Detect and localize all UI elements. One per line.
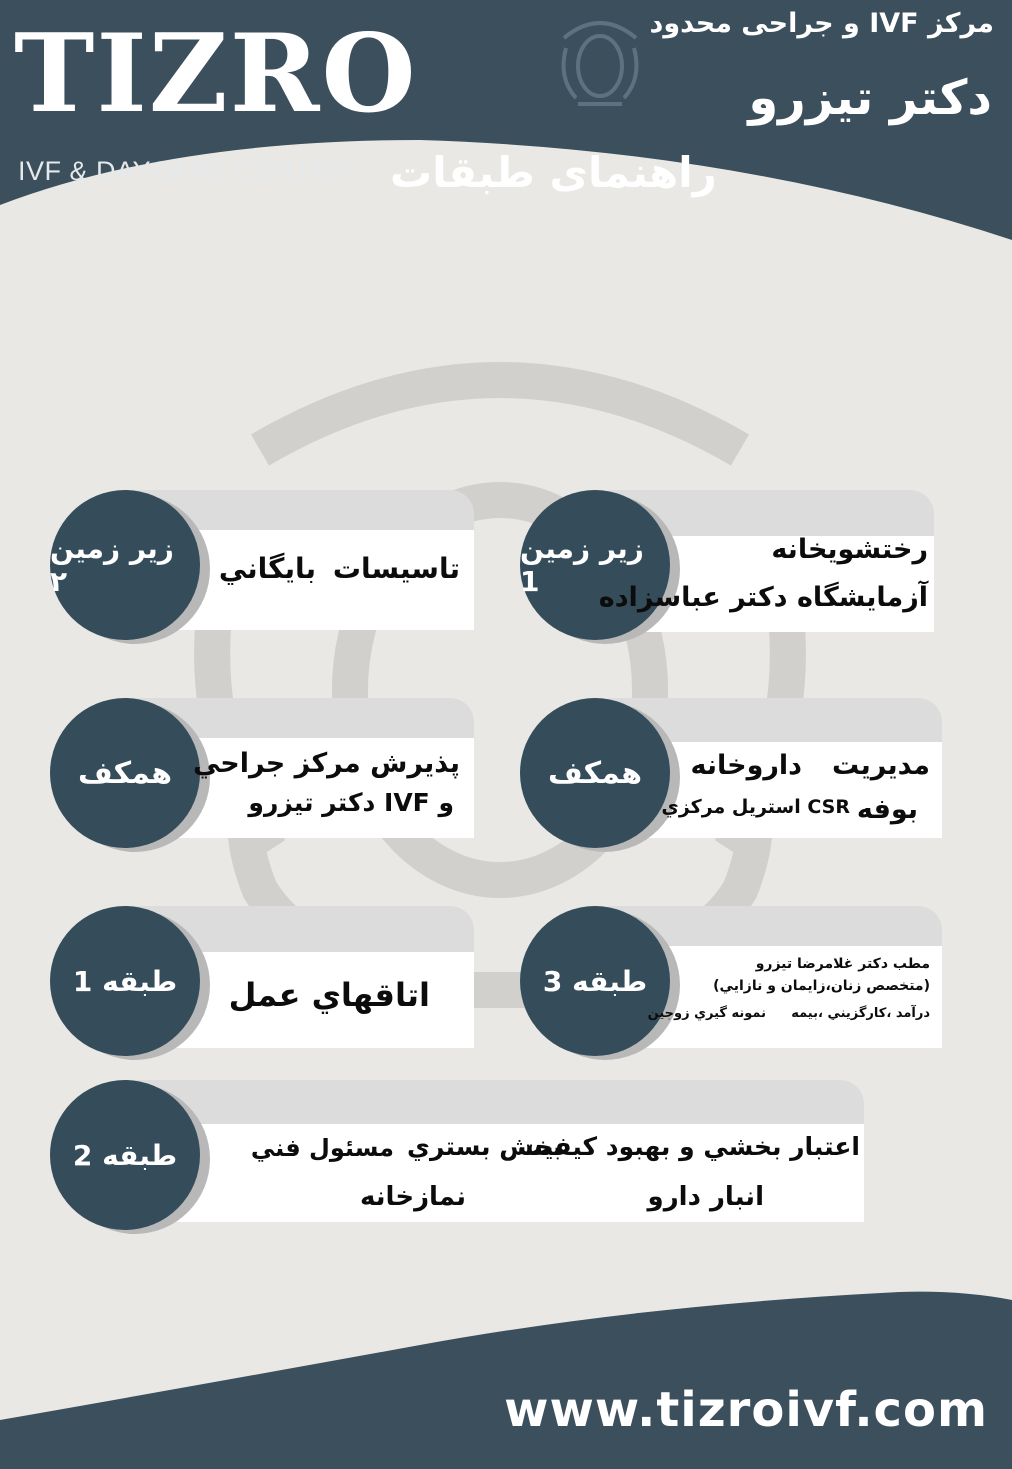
- floor-card-basement1: [520, 490, 934, 640]
- floor-card-ground-right: [520, 698, 942, 848]
- header-title: دکتر تیزرو: [748, 70, 992, 126]
- floor-badge-floor2: طبقه 2: [50, 1080, 200, 1230]
- floor-badge-basement1: زیر زمین 1: [520, 490, 670, 640]
- floor-item-ivf-center: و IVF دکتر تيزرو: [248, 788, 454, 817]
- floor-item-drug-warehouse: انبار دارو: [647, 1182, 764, 1212]
- floor-item-prayer-room: نمازخانه: [360, 1182, 466, 1212]
- floor-item-admin: درآمد ،کارگزيني ،بيمه: [791, 1006, 930, 1021]
- footer-band: [0, 1292, 1012, 1469]
- floor-card-ground-left: [50, 698, 474, 848]
- floor-item-csr: CSR استريل مرکزي: [661, 796, 850, 818]
- floor-item-pharmacy: داروخانه: [690, 750, 802, 781]
- floor-item-management: مديريت: [832, 750, 930, 781]
- clinic-seal-icon: [554, 8, 646, 108]
- floor-badge-basement2: زیر زمین ۲: [50, 490, 200, 640]
- floor-item-laundry: رختشويخانه: [771, 534, 928, 565]
- floor-card-basement2: [50, 490, 474, 640]
- header-subtitle: مرکز IVF و جراحی محدود: [649, 8, 994, 39]
- floor-badge-floor1: طبقه 1: [50, 906, 200, 1056]
- floor-badge-ground-left: همکف: [50, 698, 200, 848]
- floor-item-lab: آزمايشگاه دکتر عباسزاده: [598, 582, 928, 613]
- floor-item-buffet: بوفه: [856, 794, 918, 825]
- floor-item-sampling: نمونه گيري زوجين: [647, 1006, 766, 1021]
- floor-item-inpatient: بخش بستري: [407, 1132, 562, 1161]
- brand-tagline: IVF & DAYCARE CENTER: [18, 156, 351, 186]
- brand-logo-text: TIZRO: [14, 11, 418, 137]
- floor-item-technical-manager: مسئول فني: [250, 1134, 394, 1162]
- floor-card-floor2: [50, 1080, 864, 1230]
- floor-item-accreditation: اعتبار بخشي و بهبود كيفيت: [517, 1132, 860, 1161]
- floor-badge-floor3: طبقه 3: [520, 906, 670, 1056]
- floor-item-operating-rooms: اتاقهاي عمل: [228, 976, 430, 1014]
- floor-item-facilities: تاسيسات: [332, 552, 460, 585]
- floor-item-specialty: (متخصص زنان،زايمان و نازايي): [713, 978, 930, 994]
- website-link[interactable]: www.tizroivf.com: [504, 1382, 988, 1438]
- floor-item-doctor-office: مطب دکتر غلامرضا تيزرو: [755, 956, 930, 972]
- floor-guide-title: راهنمای طبقات: [390, 148, 717, 197]
- floor-item-reception: پذيرش مرکز جراحي: [192, 748, 460, 779]
- floor-badge-ground-right: همکف: [520, 698, 670, 848]
- floor-item-archive: بايگاني: [218, 552, 316, 585]
- floor-card-floor3: [520, 906, 942, 1058]
- floor-card-floor1: [50, 906, 474, 1056]
